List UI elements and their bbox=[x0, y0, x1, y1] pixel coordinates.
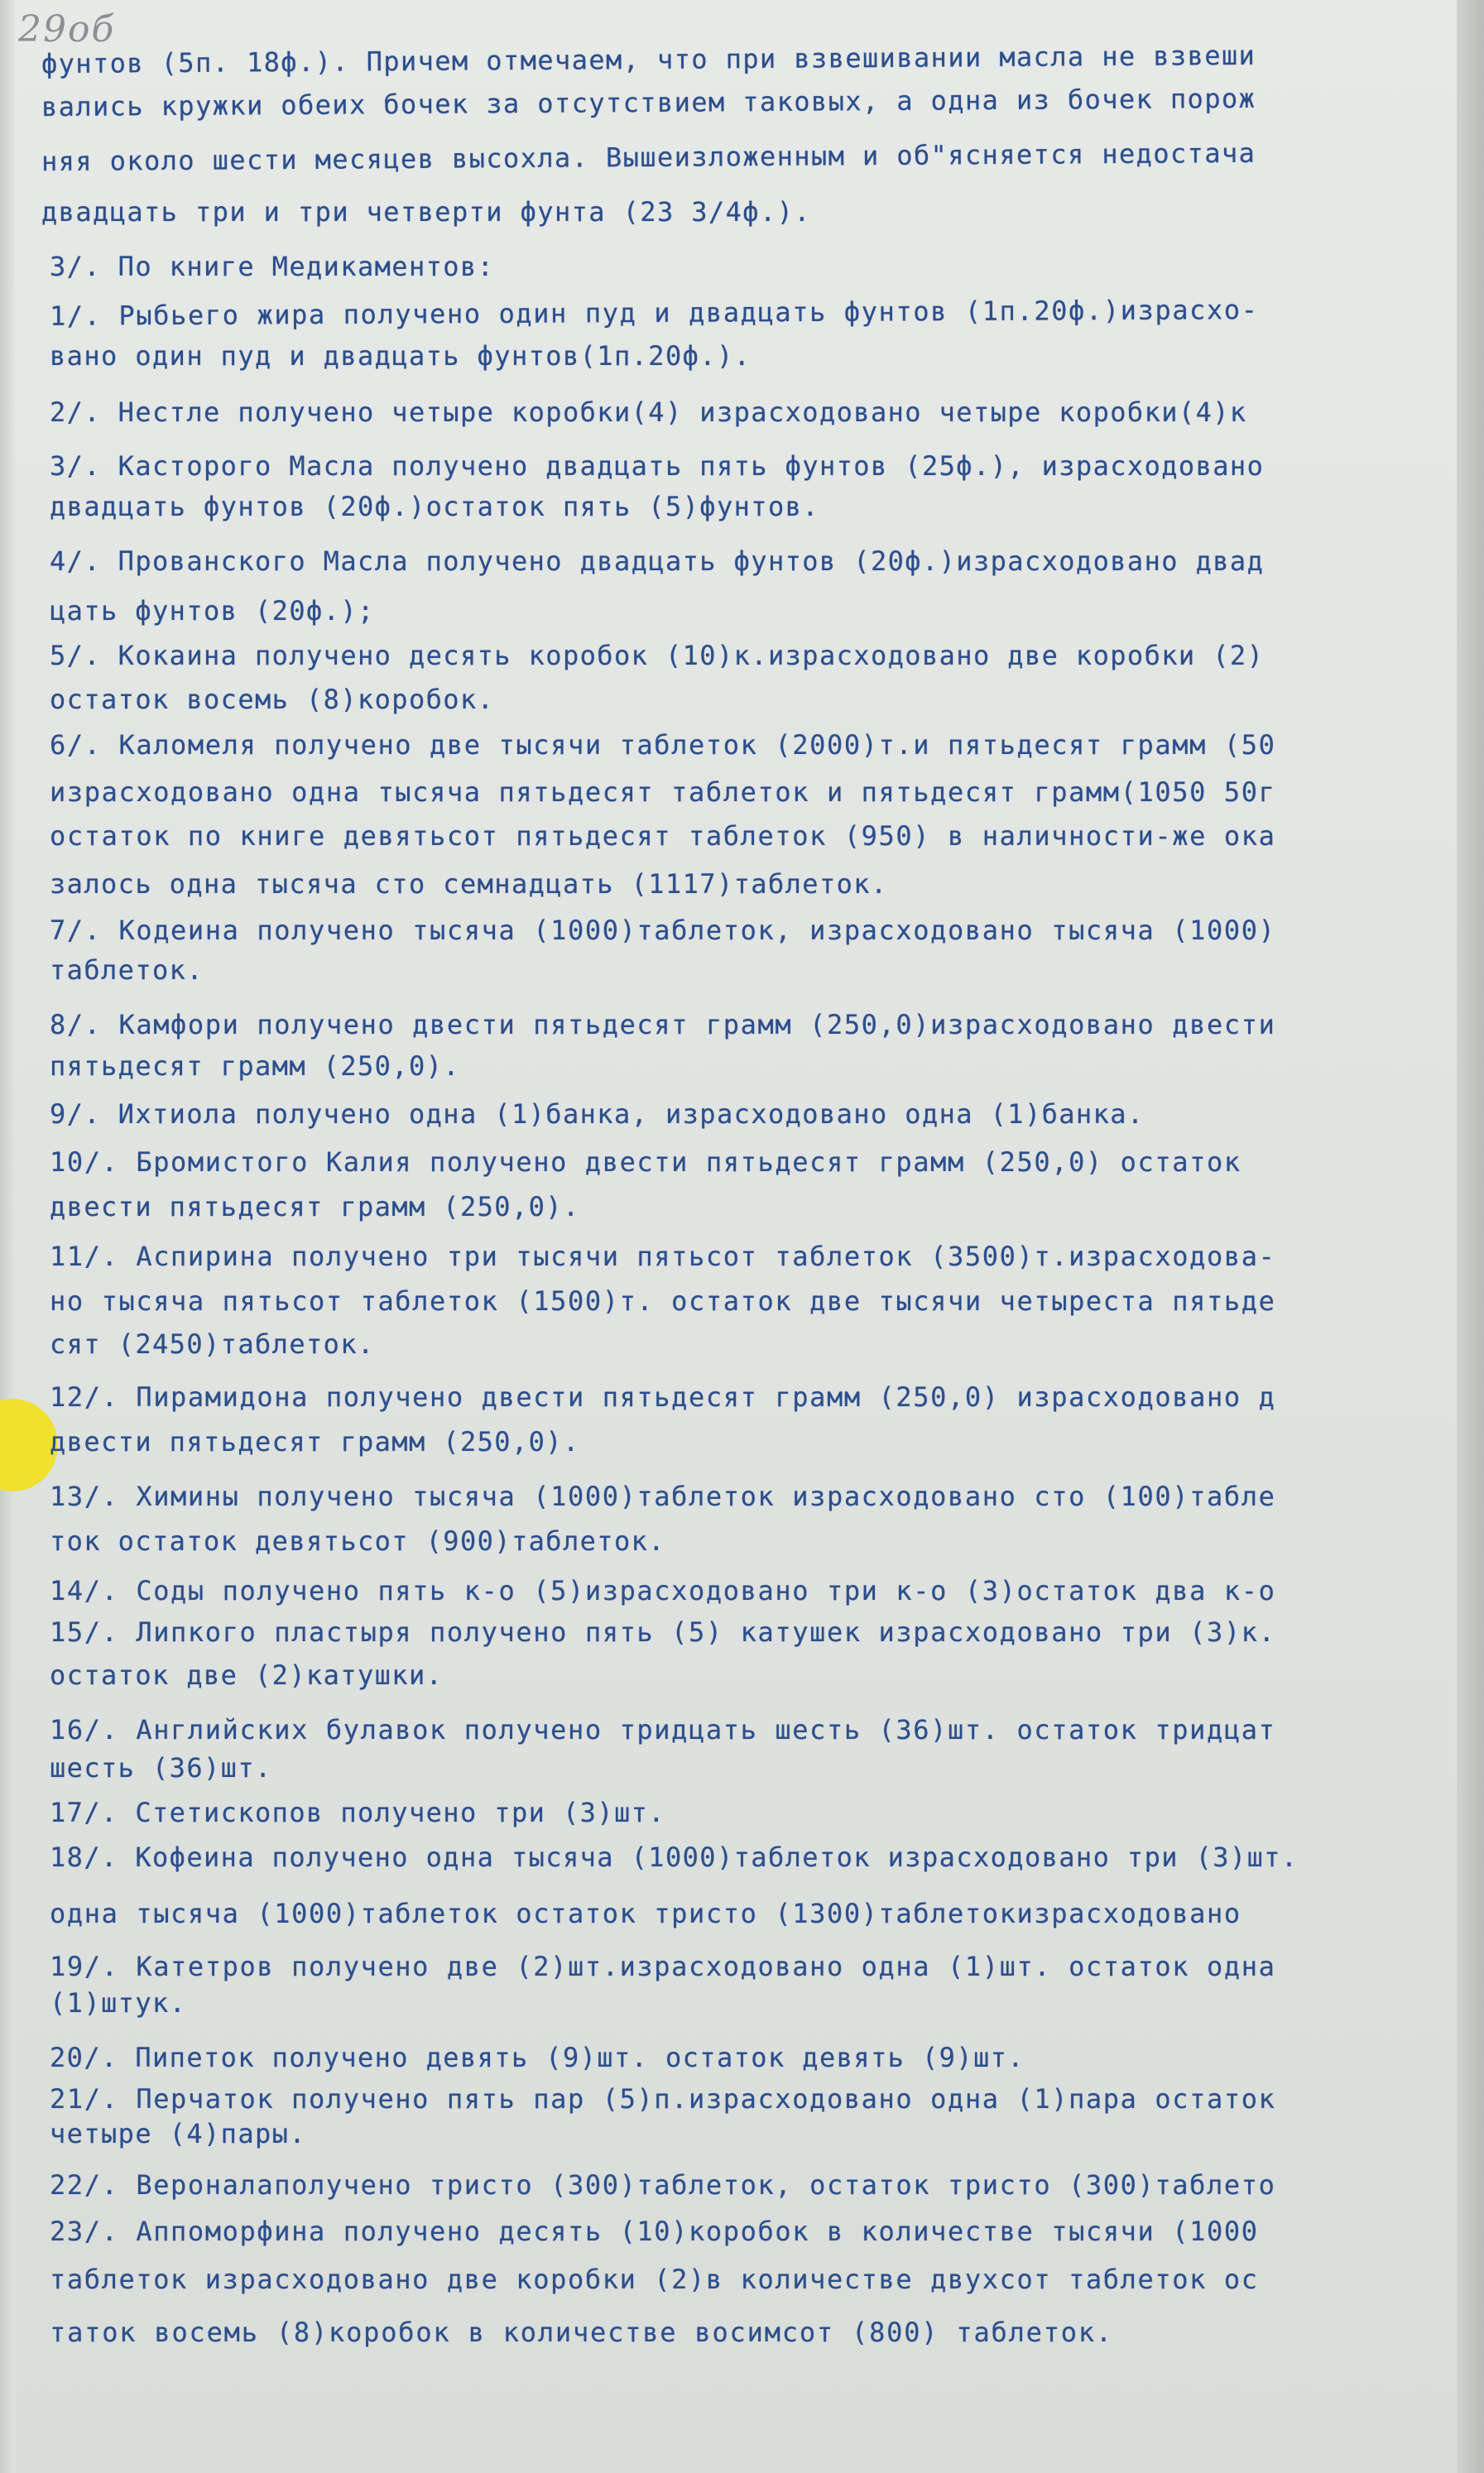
text-line: одна тысяча (1000)таблеток остаток тристо (1300)таблетокизрасходовано bbox=[50, 1898, 1241, 1929]
text-line: 7/. Кодеина получено тысяча (1000)таблеток, израсходовано тысяча (1000) bbox=[50, 915, 1276, 946]
text-line: двести пятьдесят грамм (250,0). bbox=[50, 1426, 580, 1457]
text-line: двадцать фунтов (20ф.)остаток пять (5)фунтов. bbox=[50, 491, 819, 522]
text-line: остаток две (2)катушки. bbox=[50, 1659, 444, 1691]
text-line: 1/. Рыбьего жира получено один пуд и двадцать фунтов (1п.20ф.)израсхо- bbox=[49, 294, 1259, 332]
text-line: 3/. Касторого Масла получено двадцать пять фунтов (25ф.), израсходовано bbox=[50, 450, 1265, 482]
text-line: сят (2450)таблеток. bbox=[50, 1328, 375, 1360]
text-line: вались кружки обеих бочек за отсутствием таковых, а одна из бочек порож bbox=[41, 82, 1256, 123]
text-line: остаток по книге девятьсот пятьдесят таблеток (950) в наличности-же ока bbox=[50, 820, 1276, 852]
text-line: четыре (4)пары. bbox=[50, 2118, 306, 2149]
text-line: 10/. Бромистого Калия получено двести пятьдесят грамм (250,0) остаток bbox=[50, 1146, 1241, 1178]
page-left-edge bbox=[0, 0, 15, 2473]
text-line: вано один пуд и двадцать фунтов(1п.20ф.). bbox=[50, 340, 752, 372]
text-line: фунтов (5п. 18ф.). Причем отмечаем, что при взвешивании масла не взвеши bbox=[41, 39, 1256, 80]
text-line: 3/. По книге Медикаментов: bbox=[50, 251, 495, 282]
text-line: 12/. Пирамидона получено двести пятьдесят грамм (250,0) израсходовано д bbox=[50, 1381, 1276, 1413]
text-line: израсходовано одна тысяча пятьдесят таблеток и пятьдесят грамм(1050 50г bbox=[50, 776, 1276, 808]
text-line: 2/. Нестле получено четыре коробки(4) израсходовано четыре коробки(4)к bbox=[50, 396, 1247, 428]
text-line: ток остаток девятьсот (900)таблеток. bbox=[50, 1525, 665, 1557]
text-line: 23/. Аппоморфина получено десять (10)коробок в количестве тысячи (1000 bbox=[50, 2216, 1259, 2247]
text-line: 17/. Стетископов получено три (3)шт. bbox=[50, 1797, 665, 1828]
text-line: двести пятьдесят грамм (250,0). bbox=[50, 1191, 580, 1222]
page-right-edge bbox=[1457, 0, 1484, 2473]
text-line: 4/. Прованского Масла получено двадцать фунтов (20ф.)израсходовано двад bbox=[50, 545, 1265, 577]
text-line: 19/. Катетров получено две (2)шт.израсходовано одна (1)шт. остаток одна bbox=[50, 1951, 1276, 1982]
text-line: 5/. Кокаина получено десять коробок (10)к.израсходовано две коробки (2) bbox=[50, 640, 1265, 671]
text-line: пятьдесят грамм (250,0). bbox=[50, 1050, 460, 1082]
text-line: 6/. Каломеля получено две тысячи таблеток (2000)т.и пятьдесят грамм (50 bbox=[50, 729, 1276, 761]
text-line: таток восемь (8)коробок в количестве восимсот (800) таблеток. bbox=[50, 2317, 1114, 2348]
text-line: 21/. Перчаток получено пять пар (5)п.израсходовано одна (1)пара остаток bbox=[50, 2083, 1276, 2115]
text-line: 15/. Липкого пластыря получено пять (5) катушек израсходовано три (3)к. bbox=[50, 1616, 1276, 1648]
text-line: шесть (36)шт. bbox=[50, 1752, 272, 1784]
text-line: 22/. Вероналаполучено тристо (300)таблеток, остаток тристо (300)таблето bbox=[50, 2169, 1276, 2201]
archive-page-number: 29об bbox=[18, 8, 116, 50]
text-line: остаток восемь (8)коробок. bbox=[50, 684, 495, 715]
text-line: 18/. Кофеина получено одна тысяча (1000)таблеток израсходовано три (3)шт. bbox=[50, 1842, 1299, 1873]
text-line: няя около шести месяцев высохла. Вышеизложенным и об"ясняется недостача bbox=[41, 137, 1256, 178]
text-line: 8/. Камфори получено двести пятьдесят грамм (250,0)израсходовано двести bbox=[50, 1009, 1276, 1040]
text-line: двадцать три и три четверти фунта (23 3/4ф.). bbox=[41, 196, 811, 228]
text-line: (1)штук. bbox=[50, 1987, 187, 2019]
text-line: 13/. Химины получено тысяча (1000)таблеток израсходовано сто (100)табле bbox=[50, 1481, 1276, 1512]
text-line: таблеток. bbox=[50, 954, 204, 986]
text-line: 14/. Соды получено пять к-о (5)израсходовано три к-о (3)остаток два к-о bbox=[50, 1575, 1276, 1606]
text-line: но тысяча пятьсот таблеток (1500)т. остаток две тысячи четыреста пятьде bbox=[50, 1285, 1276, 1317]
text-line: 20/. Пипеток получено девять (9)шт. остаток девять (9)шт. bbox=[50, 2042, 1025, 2073]
text-line: 11/. Аспирина получено три тысячи пятьсот таблеток (3500)т.израсходова- bbox=[50, 1241, 1276, 1272]
text-line: цать фунтов (20ф.); bbox=[50, 595, 375, 627]
text-line: 16/. Английских булавок получено тридцать шесть (36)шт. остаток тридцат bbox=[50, 1714, 1276, 1746]
text-line: залось одна тысяча сто семнадцать (1117)таблеток. bbox=[50, 868, 888, 900]
text-line: 9/. Ихтиола получено одна (1)банка, израсходовано одна (1)банка. bbox=[50, 1098, 1145, 1130]
text-line: таблеток израсходовано две коробки (2)в количестве двухсот таблеток ос bbox=[50, 2264, 1259, 2295]
